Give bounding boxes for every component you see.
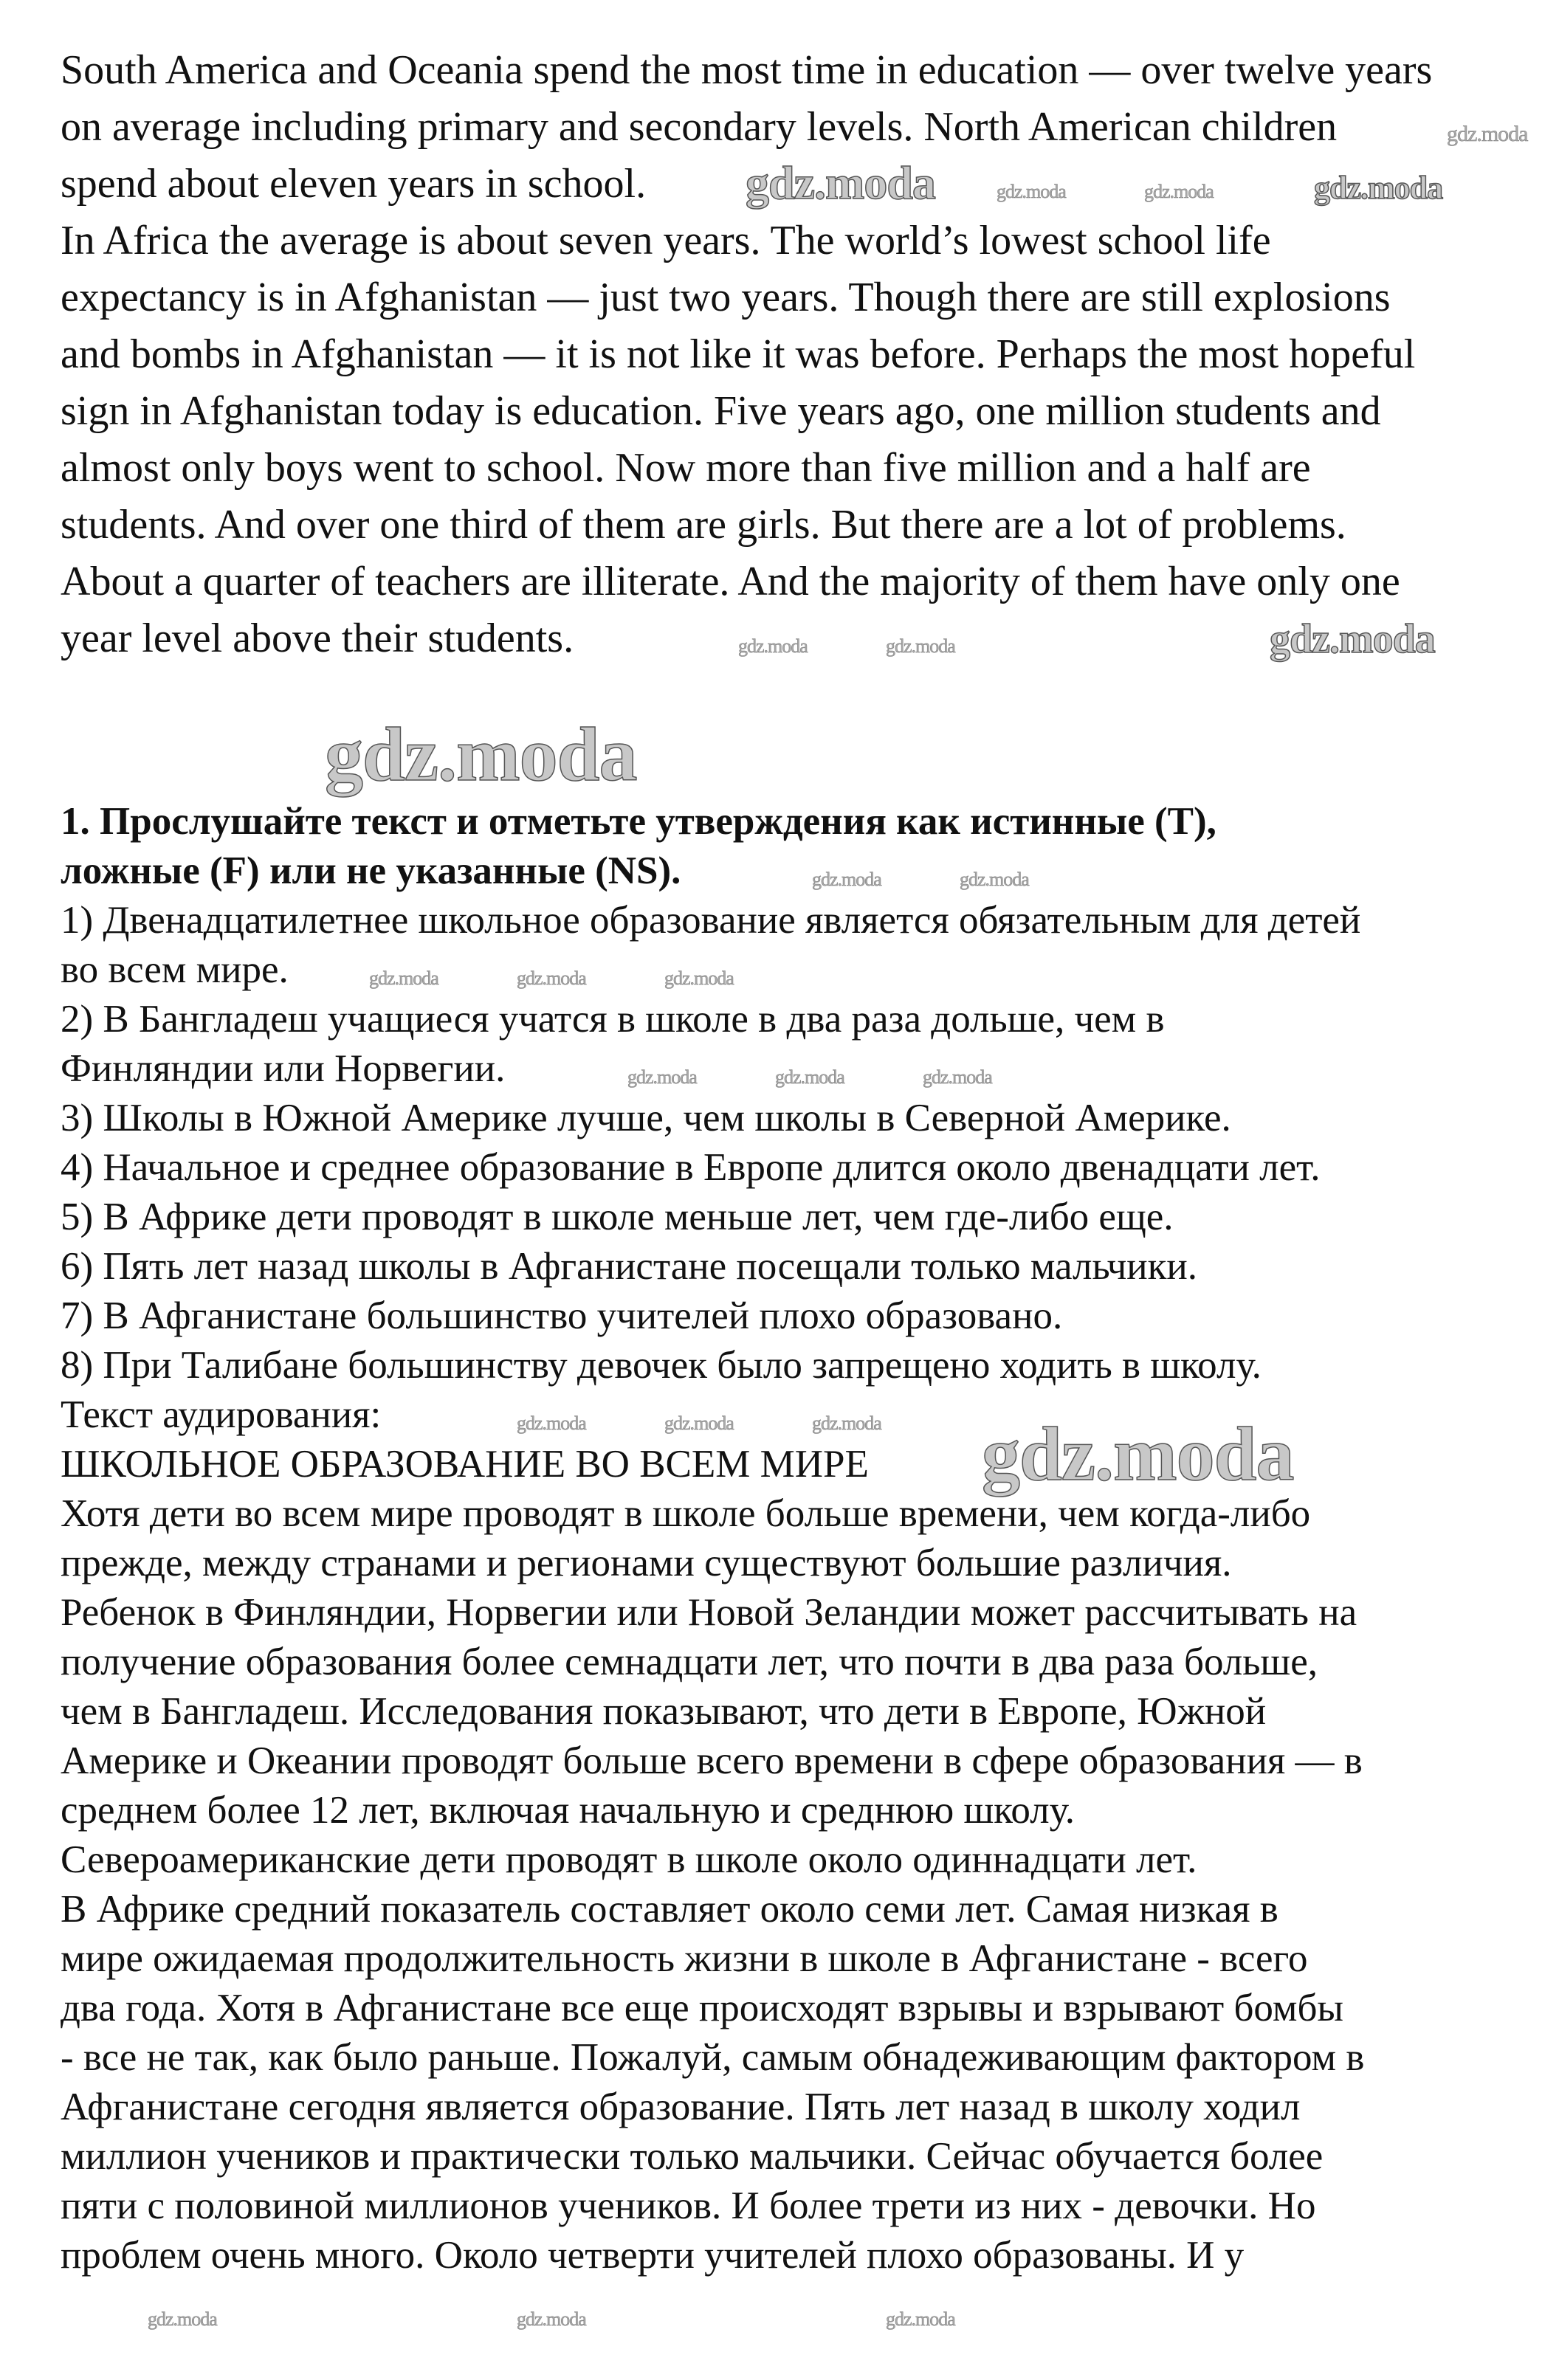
statement-line: 8) При Талибане большинству девочек было запрещено ходить в школу.	[61, 1344, 1262, 1387]
listening-title: ШКОЛЬНОЕ ОБРАЗОВАНИЕ ВО ВСЕМ МИРЕ	[61, 1443, 869, 1486]
text-line: almost only boys went to school. Now more than five million and a half are	[61, 445, 1311, 491]
listening-line: проблем очень много. Около четверти учителей плохо образованы. И у	[61, 2234, 1245, 2277]
listening-line: Североамериканские дети проводят в школе около одиннадцати лет.	[61, 1838, 1197, 1881]
text-line: About a quarter of teachers are illiterate. And the majority of them have only one	[61, 559, 1400, 604]
watermark: gdz.moda	[1314, 170, 1443, 206]
listening-line: чем в Бангладеш. Исследования показывают, что дети в Европе, Южной	[61, 1690, 1267, 1733]
listening-line: В Африке средний показатель составляет около семи лет. Самая низкая в	[61, 1888, 1278, 1931]
listening-line: получение образования более семнадцати лет, что почти в два раза больше,	[61, 1641, 1318, 1683]
watermark: gdz.moda	[148, 2308, 217, 2330]
watermark: gdz.moda	[664, 1413, 734, 1434]
statement-line: 5) В Африке дети проводят в школе меньше лет, чем где-либо еще.	[61, 1196, 1174, 1238]
watermark: gdz.moda	[738, 635, 808, 657]
watermark: gdz.moda	[746, 156, 935, 209]
english-passage	[61, 42, 1432, 667]
statement-line: во всем мире.	[61, 948, 289, 991]
statement-line: Финляндии или Норвегии.	[61, 1047, 506, 1090]
listening-line: Хотя дети во всем мире проводят в школе больше времени, чем когда-либо	[61, 1492, 1311, 1535]
listening-line: два года. Хотя в Афганистане все еще происходят взрывы и взрывают бомбы	[61, 1987, 1344, 2029]
exercise-heading: ложные (F) или не указанные (NS).	[61, 849, 681, 892]
listening-line: - все не так, как было раньше. Пожалуй, самым обнадеживающим фактором в	[61, 2036, 1365, 2079]
text-line: South America and Oceania spend the most time in education — over twelve years	[61, 47, 1433, 93]
watermark: gdz.moda	[1144, 181, 1214, 202]
exercise-section	[61, 797, 1364, 2280]
listening-line: миллион учеников и практически только мальчики. Сейчас обучается более	[61, 2135, 1324, 2178]
text-line: and bombs in Afghanistan — it is not like it was before. Perhaps the most hopeful	[61, 331, 1416, 377]
watermark: gdz.moda	[886, 2308, 955, 2330]
listening-line: мире ожидаемая продолжительность жизни в школе в Афганистане - всего	[61, 1937, 1308, 1980]
text-line: year level above their students.	[61, 615, 574, 661]
watermark: gdz.moda	[886, 635, 955, 657]
listening-line: пяти с половиной миллионов учеников. И более трети из них - девочки. Но	[61, 2184, 1316, 2227]
statement-line: 3) Школы в Южной Америке лучше, чем школы в Северной Америке.	[61, 1097, 1231, 1139]
watermark: gdz.moda	[960, 869, 1029, 890]
watermark: gdz.moda	[627, 1066, 697, 1088]
watermark: gdz.moda	[923, 1066, 992, 1088]
watermark: gdz.moda	[517, 967, 586, 989]
text-line: on average including primary and secondary levels. North American children	[61, 104, 1338, 150]
watermark: gdz.moda	[325, 712, 637, 797]
watermark: gdz.moda	[812, 1413, 881, 1434]
watermark: gdz.moda	[775, 1066, 844, 1088]
statement-line: 1) Двенадцатилетнее школьное образование является обязательным для детей	[61, 899, 1361, 942]
watermark: gdz.moda	[997, 181, 1066, 202]
text-line: spend about eleven years in school.	[61, 161, 647, 207]
listening-line: среднем более 12 лет, включая начальную и среднюю школу.	[61, 1789, 1076, 1832]
text-line: students. And over one third of them are girls. But there are a lot of problems.	[61, 502, 1346, 548]
exercise-heading: 1. Прослушайте текст и отметьте утверждения как истинные (T),	[61, 800, 1216, 843]
listening-label: Текст аудирования:	[61, 1393, 382, 1436]
statement-line: 7) В Афганистане большинство учителей плохо образовано.	[61, 1294, 1063, 1337]
watermark: gdz.moda	[1447, 122, 1528, 146]
statement-line: 6) Пять лет назад школы в Афганистане посещали только мальчики.	[61, 1245, 1197, 1288]
watermark: gdz.moda	[812, 869, 881, 890]
statement-line: 2) В Бангладеш учащиеся учатся в школе в два раза дольше, чем в	[61, 998, 1165, 1041]
listening-line: Афганистане сегодня является образование. Пять лет назад в школу ходил	[61, 2086, 1301, 2128]
listening-line: Ребенок в Финляндии, Норвегии или Новой Зеландии может рассчитывать на	[61, 1591, 1357, 1634]
watermark: gdz.moda	[517, 1413, 586, 1434]
listening-line: Америке и Океании проводят больше всего времени в сфере образования — в	[61, 1739, 1363, 1782]
statement-line: 4) Начальное и среднее образование в Европе длится около двенадцати лет.	[61, 1146, 1321, 1189]
text-line: sign in Afghanistan today is education. Five years ago, one million students and	[61, 388, 1381, 434]
watermark: gdz.moda	[982, 1412, 1294, 1497]
text-line: In Africa the average is about seven years. The world’s lowest school life	[61, 218, 1271, 263]
text-line: expectancy is in Afghanistan — just two years. Though there are still explosions	[61, 275, 1391, 320]
watermark: gdz.moda	[664, 967, 734, 989]
watermark: gdz.moda	[1270, 616, 1435, 662]
watermark: gdz.moda	[369, 967, 438, 989]
listening-line: прежде, между странами и регионами существуют большие различия.	[61, 1542, 1232, 1584]
watermark: gdz.moda	[517, 2308, 586, 2330]
